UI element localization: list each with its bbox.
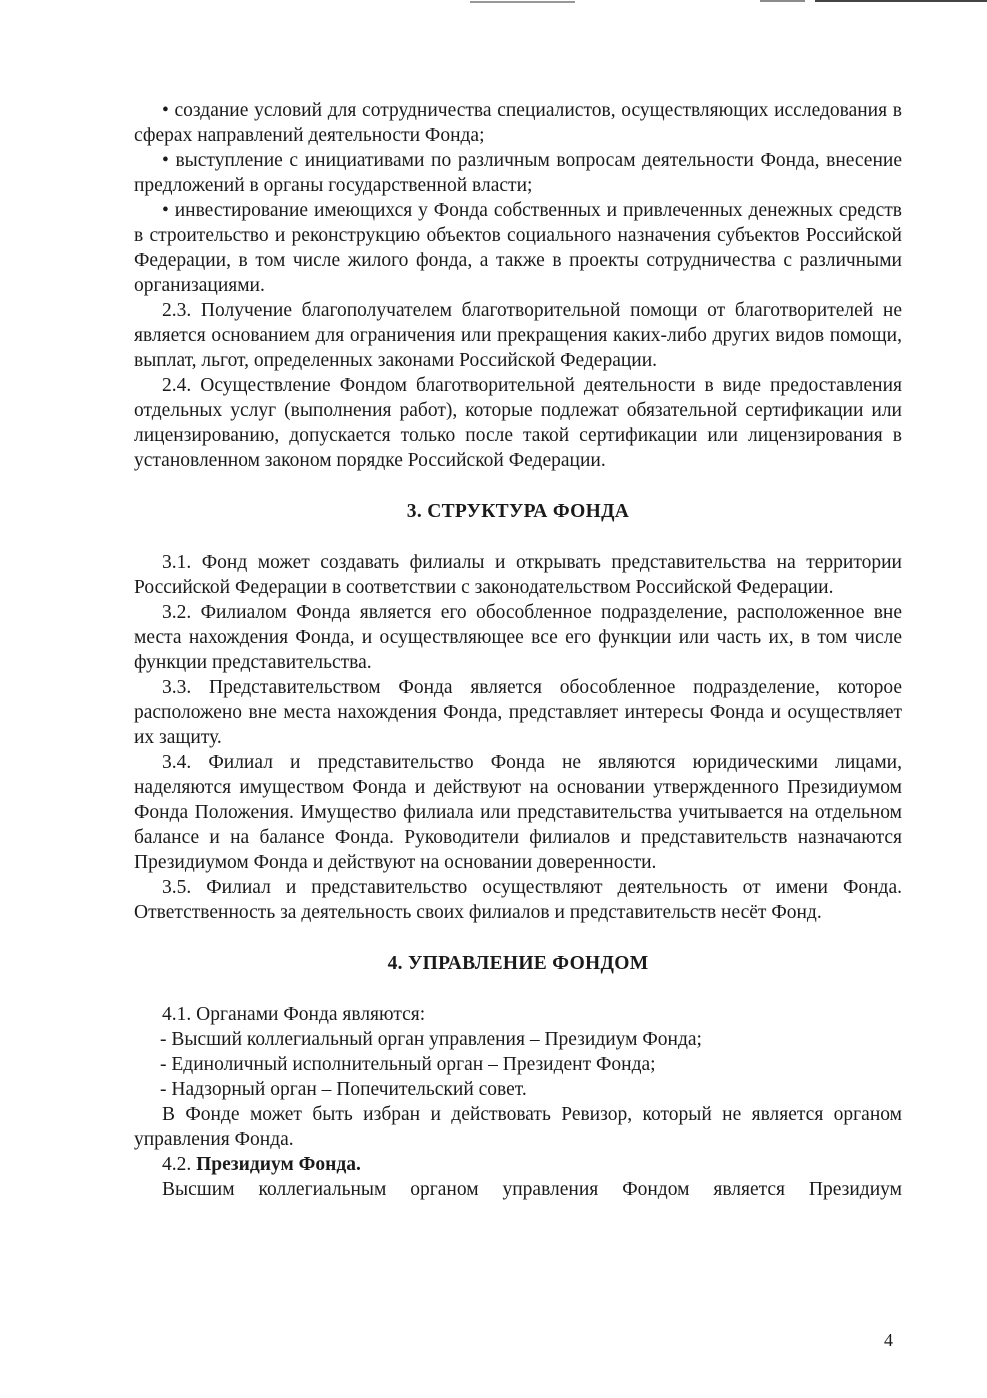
section-4-heading: 4. УПРАВЛЕНИЕ ФОНДОМ	[387, 953, 649, 974]
clause-3-1: 3.1. Фонд может создавать филиалы и открывать представительства на территории Российской Федерации в соответствии с законодательством Российской Федерации.	[134, 552, 902, 598]
bullet-paragraph: • инвестирование имеющихся у Фонда собственных и привлеченных денежных средств в строительство и реконструкцию объектов социального назначения субъектов Российской Федерации, в том числе жилого фонда, а также в проекты сотрудничества с различными организациями.	[134, 200, 902, 296]
clause-3-2: 3.2. Филиалом Фонда является его обособленное подразделение, расположенное вне места нахождения Фонда, и осуществляющее все его функции или часть их, в том числе функции представительства.	[134, 602, 902, 673]
scan-edge-marks	[0, 0, 987, 12]
clause-4-2-title: Президиум Фонда.	[196, 1154, 361, 1175]
clause-3-3: 3.3. Представительством Фонда является обособленное подразделение, которое расположено вне места нахождения Фонда, представляет интересы Фонда и осуществляет их защиту.	[134, 677, 902, 748]
clause-4-2-number: 4.2.	[162, 1154, 192, 1175]
bullet-paragraph: • создание условий для сотрудничества специалистов, осуществляющих исследования в сферах направлений деятельности Фонда;	[134, 100, 902, 146]
clause-3-5: 3.5. Филиал и представительство осуществляют деятельность от имени Фонда. Ответственность за деятельность своих филиалов и представительств несёт Фонд.	[134, 877, 902, 923]
presidium-paragraph: Высшим коллегиальным органом управления Фондом является Президиум	[162, 1179, 902, 1200]
organ-list-item: - Надзорный орган – Попечительский совет.	[160, 1079, 527, 1100]
organ-list-item: - Высший коллегиальный орган управления – Президиум Фонда;	[160, 1029, 702, 1050]
revisor-paragraph: В Фонде может быть избран и действовать Ревизор, который не является органом управления Фонда.	[134, 1104, 902, 1150]
bullet-paragraph: • выступление с инициативами по различным вопросам деятельности Фонда, внесение предложений в органы государственной власти;	[134, 150, 902, 196]
page-number: 4	[884, 1330, 893, 1350]
clause-4-1-intro: 4.1. Органами Фонда являются:	[162, 1004, 426, 1025]
clause-3-4: 3.4. Филиал и представительство Фонда не являются юридическими лицами, наделяются имуществом Фонда и действуют на основании утвержденного Президиумом Фонда Положения. Имущество филиала или представительства учитывается на отдельном балансе и на балансе Фонда. Руководители филиалов и представительств назначаются Президиумом Фонда и действуют на основании доверенности.	[134, 752, 902, 873]
organ-list-item: - Единоличный исполнительный орган – Президент Фонда;	[160, 1054, 656, 1075]
clause-4-2-heading	[134, 1152, 902, 1177]
document-page	[134, 98, 902, 1202]
clause-2-4: 2.4. Осуществление Фондом благотворительной деятельности в виде предоставления отдельных услуг (выполнения работ), которые подлежат обязательной сертификации или лицензированию, допускается только после такой сертификации или лицензирования в установленном законом порядке Российской Федерации.	[134, 375, 902, 471]
clause-2-3: 2.3. Получение благополучателем благотворительной помощи от благотворителей не является основанием для ограничения или прекращения каких-либо других видов помощи, выплат, льгот, определенных законами Российской Федерации.	[134, 300, 902, 371]
section-3-heading: 3. СТРУКТУРА ФОНДА	[406, 501, 630, 522]
